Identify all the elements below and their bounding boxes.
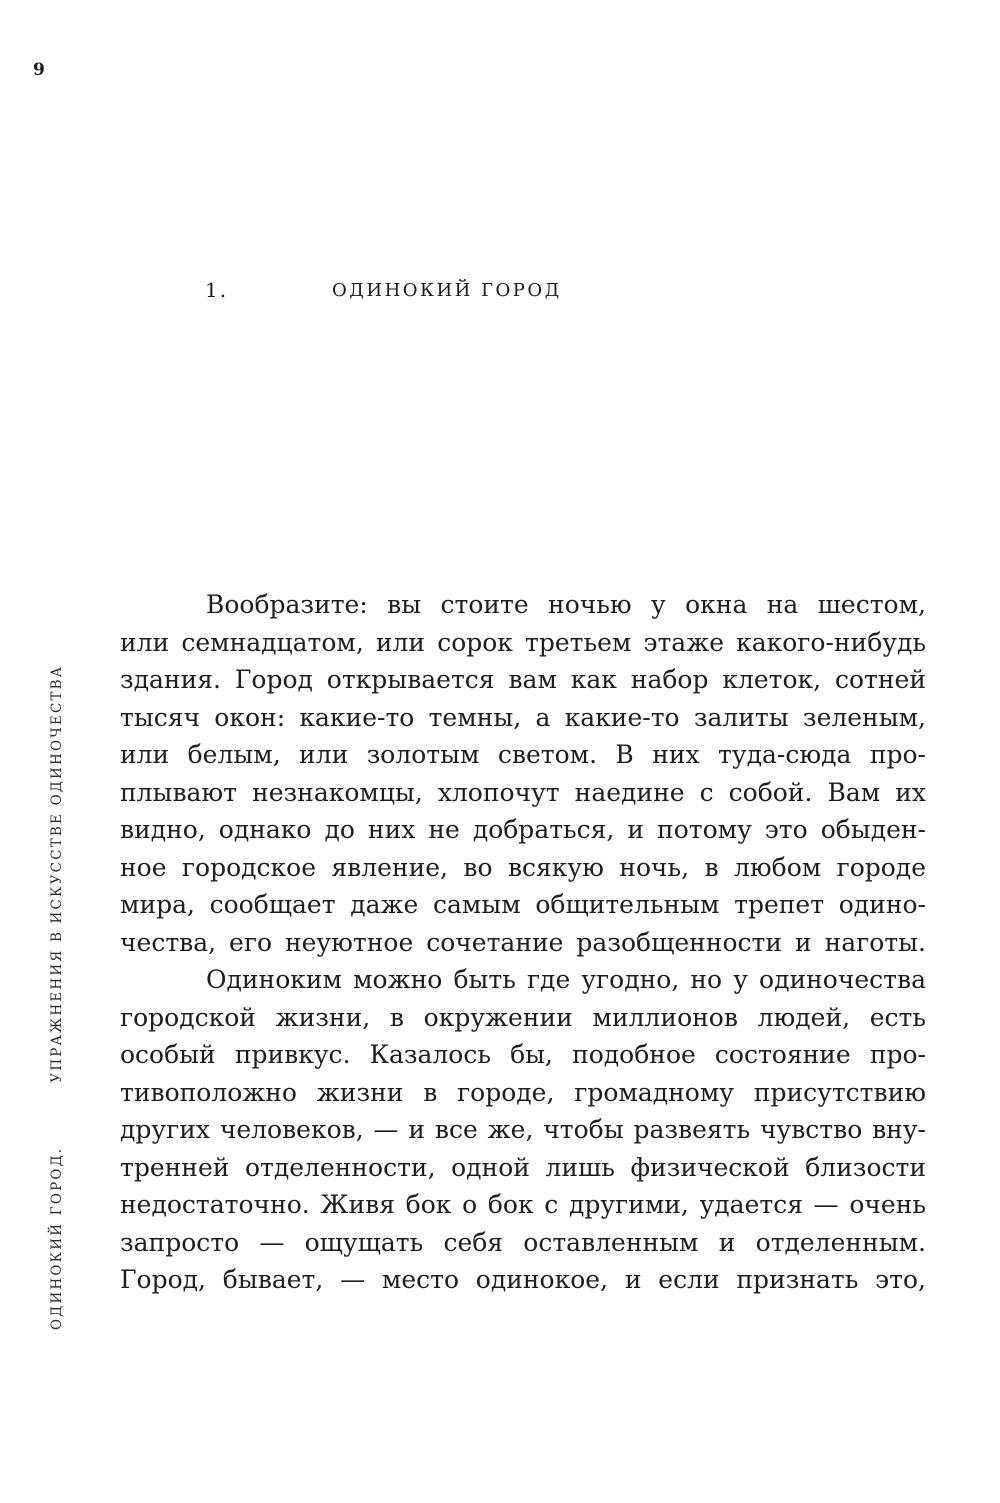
text-line: или белым, или золотым светом. В них туда-сюда про- bbox=[120, 740, 926, 769]
text-line: чества, его неуютное сочетание разобщенности и наготы. bbox=[120, 927, 926, 957]
text-line: запросто — ощущать себя оставленным и отделенным. bbox=[120, 1227, 926, 1257]
running-header-chapter: ОДИНОКИЙ ГОРОД. bbox=[49, 1146, 65, 1330]
text-line: городской жизни, в окружении миллионов людей, есть bbox=[120, 1002, 926, 1032]
text-line: других человеков, — и все же, чтобы развеять чувство вну- bbox=[120, 1115, 926, 1144]
text-line: или семнадцатом, или сорок третьем этаже какого-нибудь bbox=[120, 627, 926, 657]
chapter-title: ОДИНОКИЙ ГОРОД bbox=[332, 280, 562, 301]
text-line: особый привкус. Казалось бы, подобное состояние про- bbox=[120, 1040, 926, 1069]
text-line: тысяч окон: какие-то темны, а какие-то залиты зеленым, bbox=[120, 702, 926, 732]
text-line: тивоположно жизни в городе, громадному присутствию bbox=[120, 1077, 926, 1107]
text-line: мира, сообщает даже самым общительным трепет одино- bbox=[120, 890, 926, 919]
text-line: Одиноким можно быть где угодно, но у одиночества bbox=[206, 965, 926, 994]
text-line: Вообразите: вы стоите ночью у окна на шестом, bbox=[206, 590, 926, 619]
text-line: видно, однако до них не добраться, и потому это обыден- bbox=[120, 815, 926, 844]
paragraph bbox=[120, 961, 926, 1299]
text-line: недостаточно. Живя бок о бок с другими, удается — очень bbox=[120, 1190, 926, 1219]
page-number: 9 bbox=[33, 60, 46, 80]
running-header-book-title: УПРАЖНЕНИЯ В ИСКУССТВЕ ОДИНОЧЕСТВА bbox=[49, 664, 65, 1083]
text-line: здания. Город открывается вам как набор клеток, сотней bbox=[120, 665, 926, 694]
chapter-number: 1. bbox=[205, 278, 229, 302]
text-line: плывают незнакомцы, хлопочут наедине с собой. Вам их bbox=[120, 777, 926, 807]
paragraph bbox=[120, 586, 926, 961]
body-text bbox=[120, 586, 926, 1299]
text-line: Город, бывает, — место одинокое, и если признать это, bbox=[120, 1265, 926, 1294]
text-line: ное городское явление, во всякую ночь, в любом городе bbox=[120, 852, 926, 882]
running-header bbox=[49, 665, 65, 1330]
text-line: тренней отделенности, одной лишь физической близости bbox=[120, 1152, 926, 1182]
